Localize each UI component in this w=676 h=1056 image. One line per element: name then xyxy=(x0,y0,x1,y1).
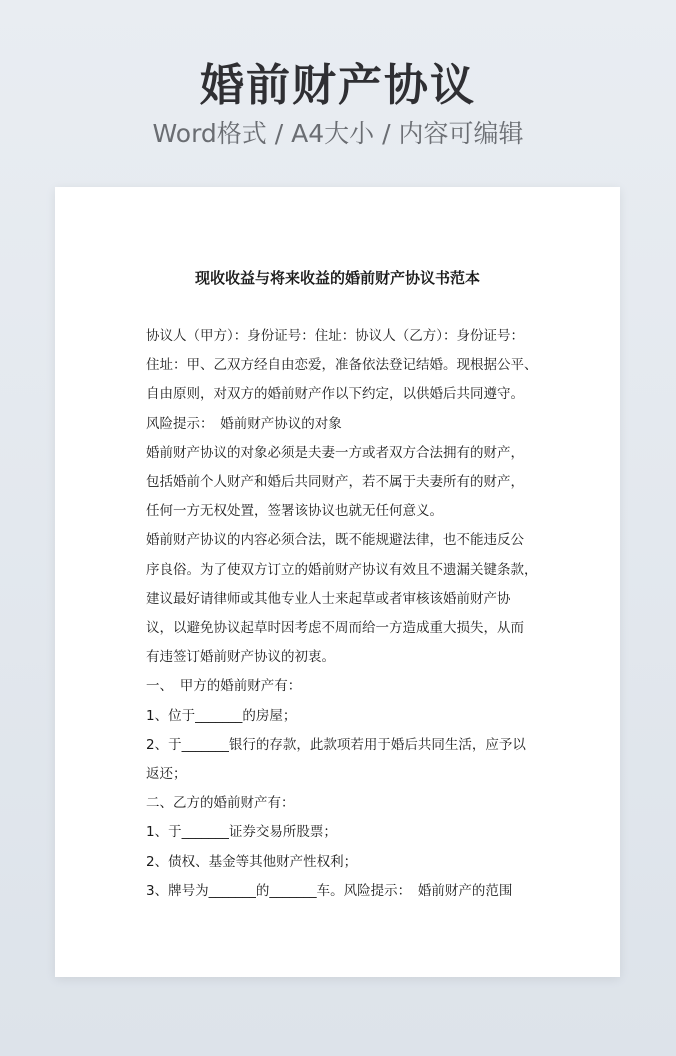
page-subtitle: Word格式 / A4大小 / 内容可编辑 xyxy=(152,119,524,148)
document-line: 协议人（甲方）：身份证号：住址：协议人（乙方）：身份证号： xyxy=(146,328,524,344)
document-line: 序良俗。为了使双方订立的婚前财产协议有效且不遗漏关键条款， xyxy=(146,561,538,578)
document-line: 一、 甲方的婚前财产有： xyxy=(146,678,302,695)
document-body xyxy=(146,322,541,906)
document-page xyxy=(55,187,620,977)
header xyxy=(0,0,676,180)
document-line: 议，以避免协议起草时因考虑不周而给一方造成重大损失，从而 xyxy=(146,620,524,637)
document-line: 2、债权、基金等其他财产性权利； xyxy=(146,853,358,870)
document-line: 包括婚前个人财产和婚后共同财产，若不属于夫妻所有的财产， xyxy=(146,474,524,491)
document-line: 自由原则，对双方的婚前财产作以下约定，以供婚后共同遵守。 xyxy=(146,386,524,403)
document-line: 1、位于_______的房屋； xyxy=(146,707,297,724)
document-line: 有违签订婚前财产协议的初衷。 xyxy=(146,649,335,666)
document-line: 建议最好请律师或其他专业人士来起草或者审核该婚前财产协 xyxy=(146,590,511,607)
document-line: 任何一方无权处置，签署该协议也就无任何意义。 xyxy=(146,503,443,520)
document-line: 2、于_______银行的存款，此款项若用于婚后共同生活，应予以 xyxy=(146,736,526,753)
document-line: 婚前财产协议的内容必须合法，既不能规避法律，也不能违反公 xyxy=(146,532,524,549)
document-title: 现收收益与将来收益的婚前财产协议书范本 xyxy=(194,269,480,287)
document-line: 住址：甲、乙双方经自由恋爱，准备依法登记结婚。现根据公平、 xyxy=(146,357,538,374)
document-line: 婚前财产协议的对象必须是夫妻一方或者双方合法拥有的财产， xyxy=(146,444,524,461)
document-line: 风险提示： 婚前财产协议的对象 xyxy=(146,415,342,432)
page-title: 婚前财产协议 xyxy=(200,60,476,111)
document-line: 1、于_______证券交易所股票； xyxy=(146,824,337,841)
document-line: 3、牌号为_______的_______车。风险提示： 婚前财产的范围 xyxy=(146,882,513,899)
document-line: 二、乙方的婚前财产有： xyxy=(146,795,295,812)
document-line: 返还； xyxy=(146,766,187,783)
